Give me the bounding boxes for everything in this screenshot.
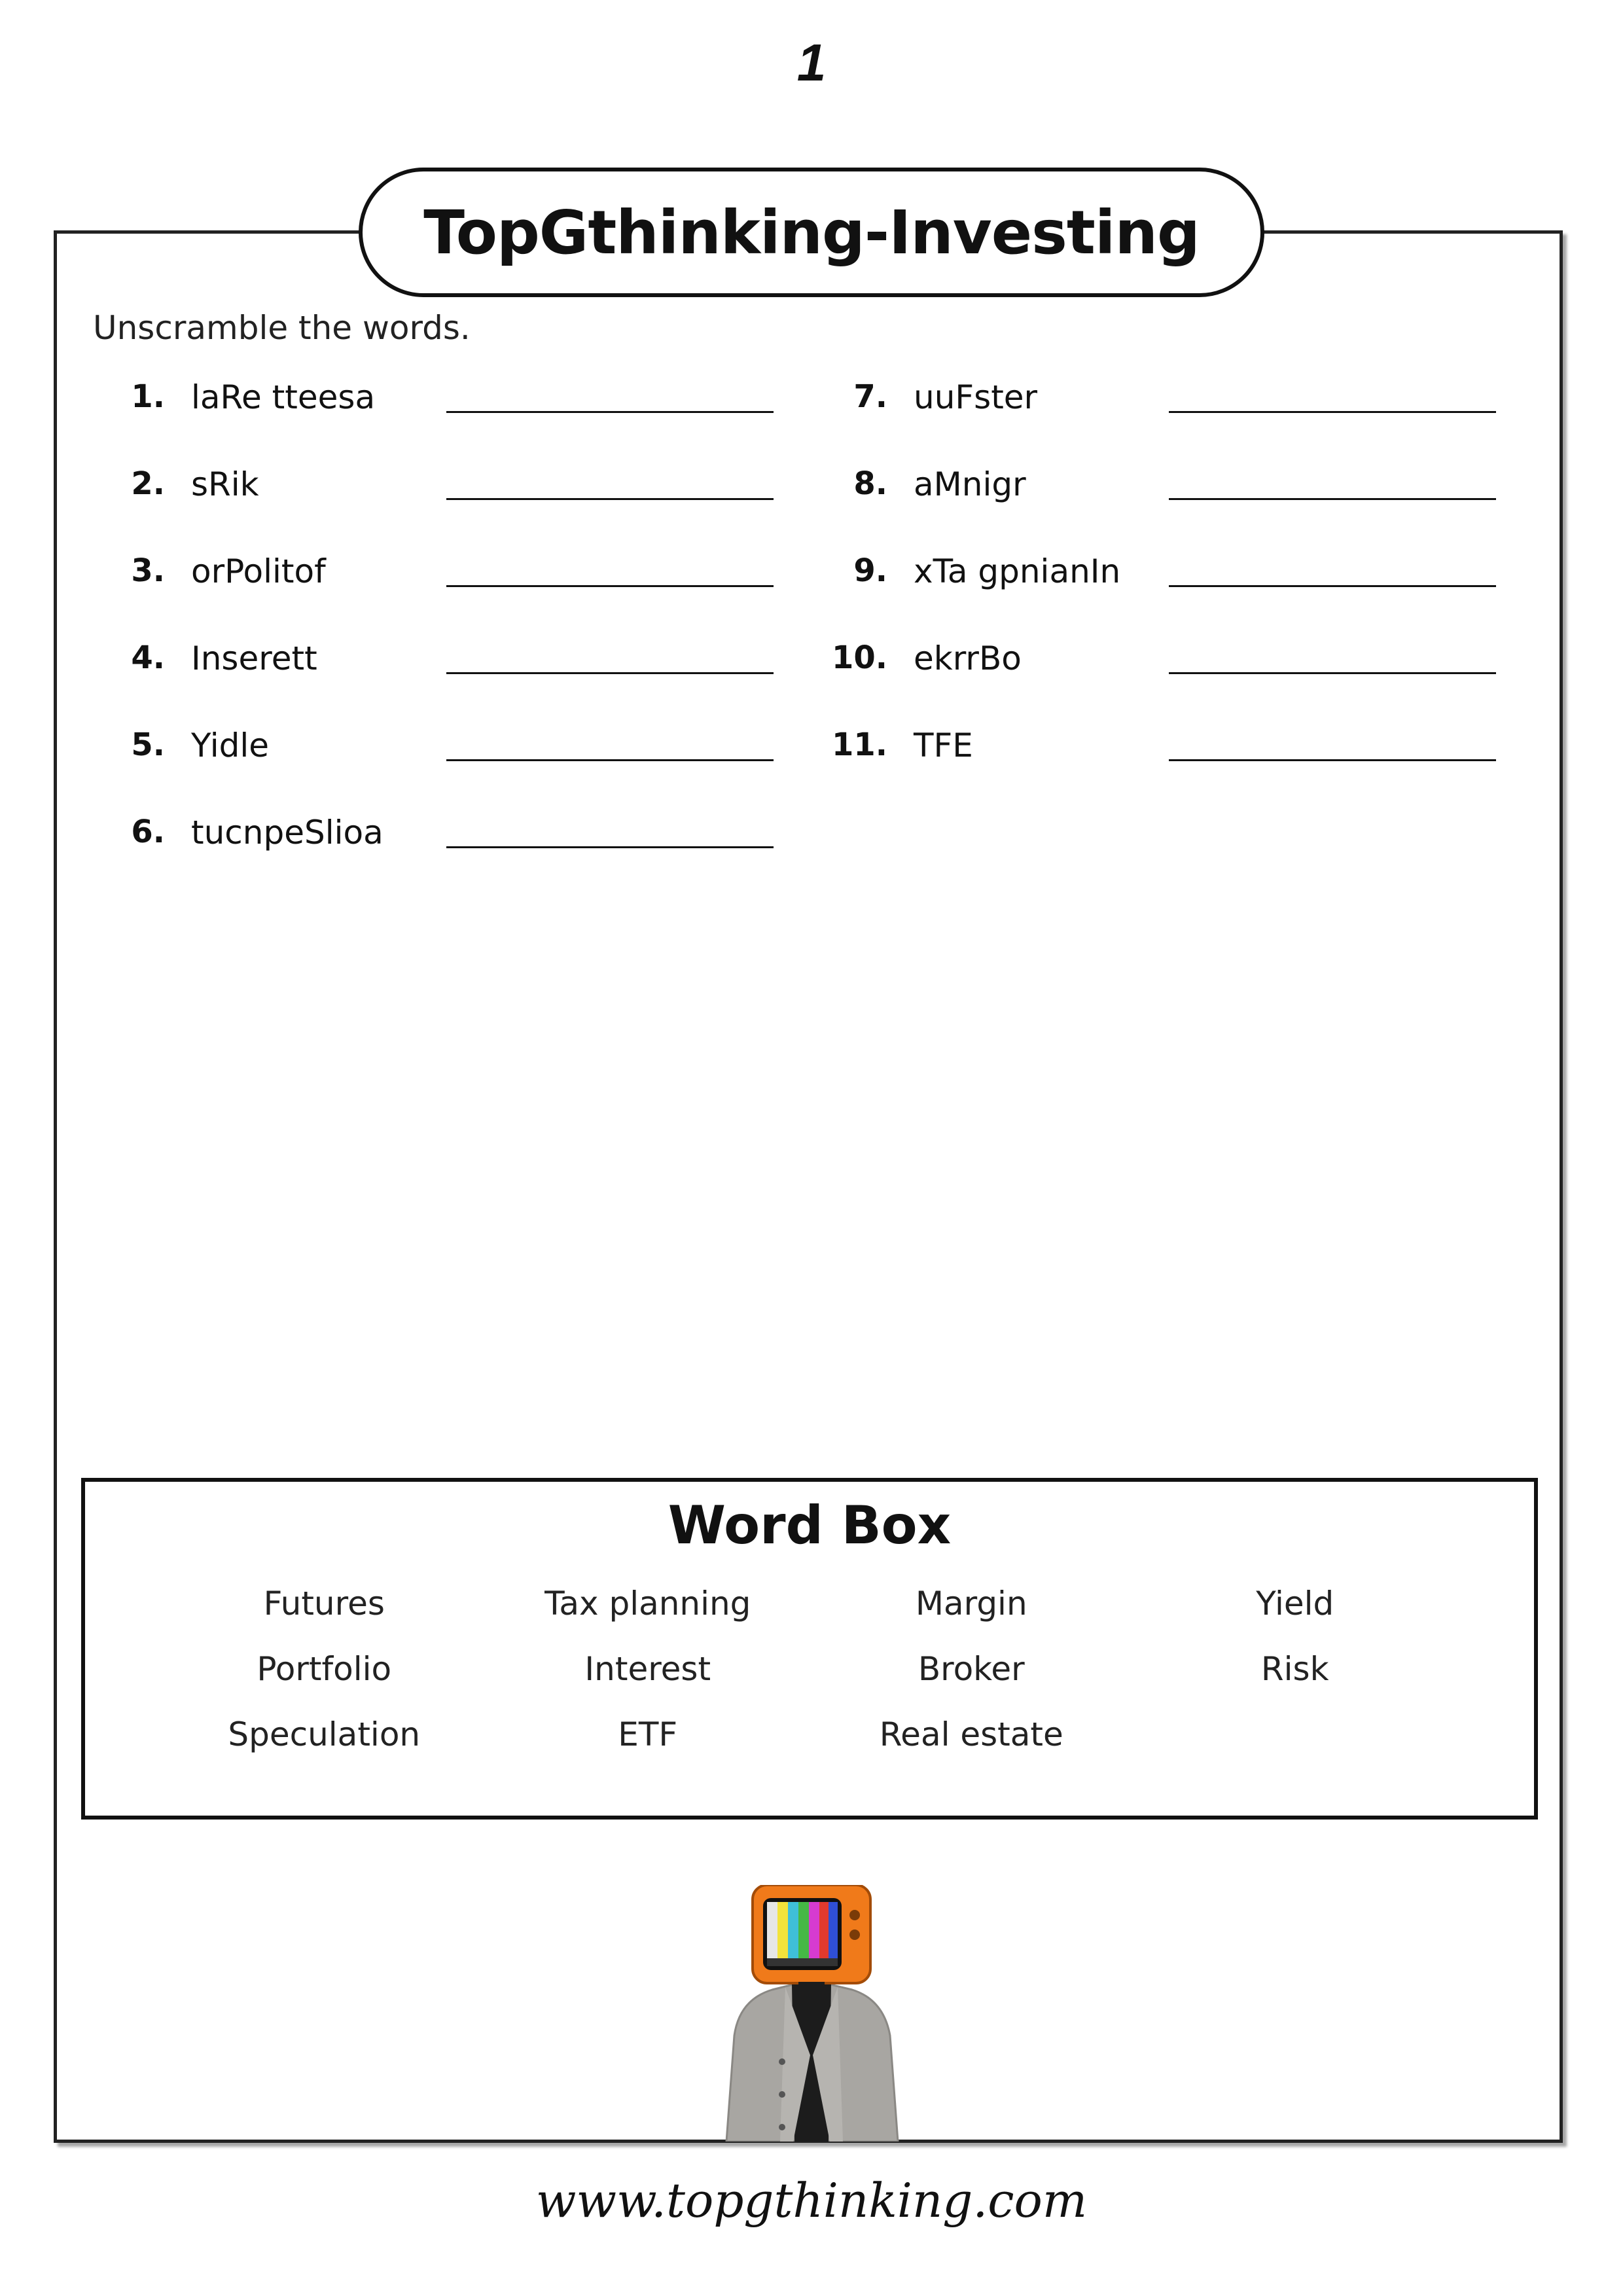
- question-number: 10.: [831, 639, 887, 676]
- word-box-item: Risk: [1260, 1650, 1329, 1688]
- word-box-item: Tax planning: [544, 1585, 751, 1623]
- page-number: 1: [796, 33, 827, 92]
- word-box-item: Broker: [918, 1650, 1025, 1688]
- scrambled-word: aMnigr: [914, 465, 1026, 503]
- word-box-grid: [85, 1571, 1534, 1767]
- scrambled-word: Yidle: [191, 726, 270, 764]
- question-row: [93, 628, 813, 715]
- question-row: [93, 541, 813, 628]
- word-box-item: Yield: [1256, 1585, 1334, 1623]
- scrambled-word: laRe tteesa: [191, 378, 376, 416]
- questions-left-column: [93, 367, 813, 889]
- word-box-item: ETF: [618, 1715, 678, 1753]
- scrambled-word: uuFster: [914, 378, 1038, 416]
- question-row: [815, 628, 1535, 715]
- answer-line[interactable]: [446, 585, 774, 587]
- word-box-item: Futures: [263, 1585, 385, 1623]
- questions-right-column: [815, 367, 1535, 802]
- question-number: 8.: [853, 465, 887, 502]
- word-box-item: Interest: [584, 1650, 711, 1688]
- question-number: 6.: [131, 814, 165, 850]
- instructions: Unscramble the words.: [93, 309, 471, 347]
- scrambled-word: xTa gpnianIn: [914, 552, 1121, 590]
- scrambled-word: Inserett: [191, 639, 317, 677]
- word-box-item: Portfolio: [257, 1650, 392, 1688]
- question-number: 3.: [131, 552, 165, 589]
- question-row: [93, 715, 813, 802]
- question-number: 5.: [131, 726, 165, 763]
- answer-line[interactable]: [446, 846, 774, 848]
- question-number: 7.: [853, 378, 887, 415]
- answer-line[interactable]: [1169, 498, 1496, 500]
- question-row: [93, 367, 813, 454]
- scrambled-word: orPolitof: [191, 552, 326, 590]
- worksheet-title: TopGthinking-Investing: [359, 168, 1264, 297]
- answer-line[interactable]: [446, 759, 774, 761]
- question-number: 4.: [131, 639, 165, 676]
- question-row: [93, 454, 813, 541]
- question-row: [815, 454, 1535, 541]
- scrambled-word: ekrrBo: [914, 639, 1022, 677]
- answer-line[interactable]: [1169, 585, 1496, 587]
- word-box: [81, 1478, 1538, 1820]
- answer-line[interactable]: [446, 411, 774, 413]
- scrambled-word: tucnpeSlioa: [191, 814, 383, 852]
- word-box-title: Word Box: [668, 1495, 952, 1556]
- word-box-item: Real estate: [879, 1715, 1063, 1753]
- word-box-item: Margin: [915, 1585, 1027, 1623]
- question-row: [815, 715, 1535, 802]
- scrambled-word: TFE: [914, 726, 973, 764]
- question-row: [93, 802, 813, 889]
- question-number: 11.: [831, 726, 887, 763]
- answer-line[interactable]: [446, 498, 774, 500]
- question-number: 1.: [131, 378, 165, 415]
- answer-line[interactable]: [1169, 672, 1496, 674]
- question-number: 9.: [853, 552, 887, 589]
- answer-line[interactable]: [1169, 759, 1496, 761]
- question-row: [815, 541, 1535, 628]
- word-box-item: Speculation: [228, 1715, 421, 1753]
- question-number: 2.: [131, 465, 165, 502]
- tv-head-person-icon: [700, 1885, 923, 2142]
- scrambled-word: sRik: [191, 465, 259, 503]
- answer-line[interactable]: [446, 672, 774, 674]
- answer-line[interactable]: [1169, 411, 1496, 413]
- question-row: [815, 367, 1535, 454]
- footer-url: www.topgthinking.com: [535, 2173, 1088, 2228]
